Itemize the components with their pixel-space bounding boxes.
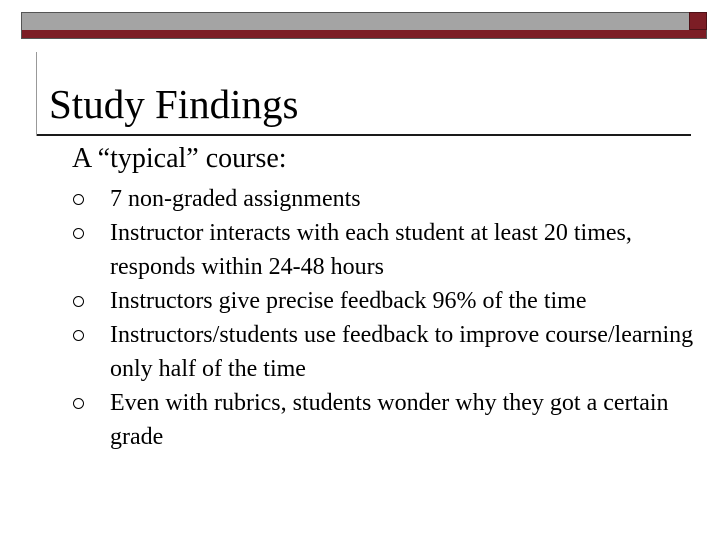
hollow-circle-icon — [73, 398, 84, 409]
bullet-text: Instructors give precise feedback 96% of the time — [110, 288, 587, 314]
hollow-circle-icon — [73, 330, 84, 341]
bullet-item — [70, 318, 700, 386]
bullet-text: Instructor interacts with each student at least 20 times, responds within 24-48 hours — [110, 220, 632, 280]
title-underline — [37, 134, 691, 136]
title-side-line — [36, 52, 37, 136]
hollow-circle-icon — [73, 228, 84, 239]
header-decoration-bar — [21, 12, 707, 39]
bullet-item — [70, 216, 700, 284]
header-accent-strip — [22, 30, 706, 38]
bullet-list — [70, 182, 700, 454]
bullet-item — [70, 386, 700, 454]
bullet-text: 7 non-graded assignments — [110, 186, 361, 212]
hollow-circle-icon — [73, 194, 84, 205]
slide-subheading: A “typical” course: — [72, 143, 287, 174]
hollow-circle-icon — [73, 296, 84, 307]
bullet-item — [70, 182, 700, 216]
bullet-text: Instructors/students use feedback to improve course/learning only half of the time — [110, 322, 694, 382]
slide-title: Study Findings — [49, 81, 299, 127]
bullet-text: Even with rubrics, students wonder why they got a certain grade — [110, 390, 669, 450]
bullet-item — [70, 284, 700, 318]
header-accent-square — [689, 12, 707, 30]
